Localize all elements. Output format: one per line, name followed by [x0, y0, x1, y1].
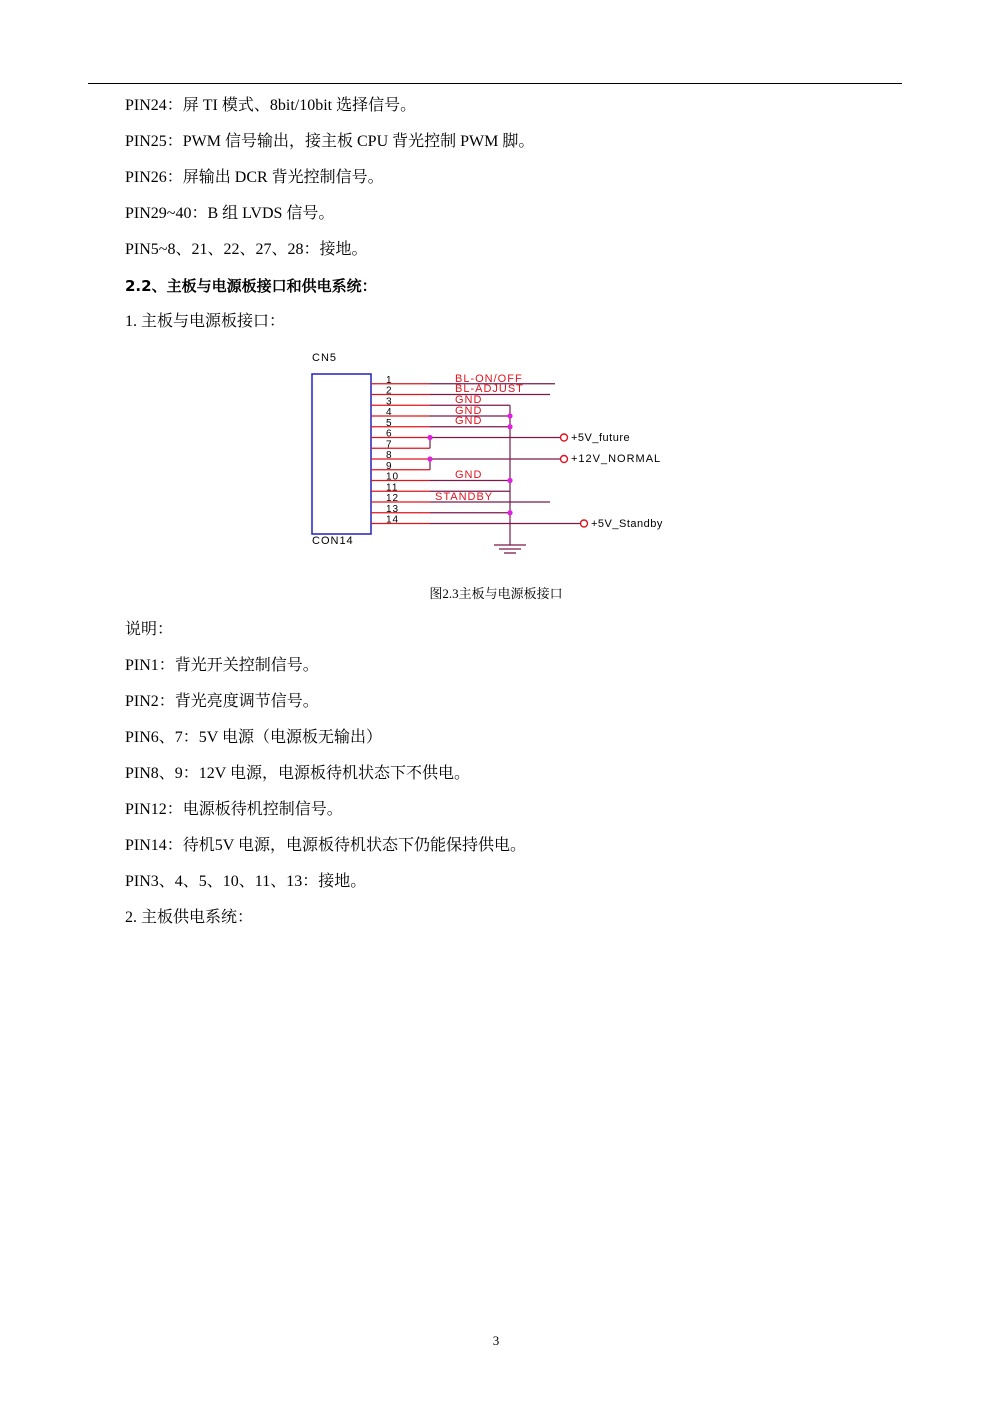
text-pin5-8: PIN5~8、21、22、27、28：接地。 — [125, 241, 368, 258]
text-ground-pins: PIN3、4、5、10、11、13：接地。 — [125, 873, 367, 890]
pin-number-5: 5 — [386, 417, 393, 429]
text-pin24: PIN24：屏 TI 模式、8bit/10bit 选择信号。 — [125, 97, 417, 114]
junction-dot-1 — [507, 413, 512, 418]
connector-body — [312, 374, 371, 534]
pin-number-3: 3 — [386, 396, 393, 408]
text-pin1: PIN1：背光开关控制信号。 — [125, 657, 319, 674]
text-pin29-40: PIN29~40：B 组 LVDS 信号。 — [125, 205, 335, 222]
pin-number-12: 12 — [386, 493, 400, 504]
rail-5v-standby: +5V_Standby — [591, 518, 663, 530]
connector-ref: CN5 — [312, 352, 338, 364]
pin-number-4: 4 — [386, 407, 393, 418]
rail-terminal-3 — [581, 520, 588, 527]
page-number: 3 — [492, 1333, 500, 1348]
text-pin26: PIN26：屏输出 DCR 背光控制信号。 — [125, 169, 384, 186]
rail-5v-future: +5V_future — [571, 432, 631, 444]
pin-lines — [371, 384, 430, 524]
connector-part: CON14 — [312, 535, 354, 547]
explanation-title: 说明： — [125, 621, 174, 638]
pin-number-8: 8 — [386, 450, 393, 461]
junction-dot-3 — [427, 435, 432, 440]
pin-number-13: 13 — [386, 503, 400, 515]
pin-number-14: 14 — [386, 514, 400, 526]
junction-dot-4 — [427, 456, 432, 461]
pin-number-11: 11 — [386, 482, 399, 494]
header-rule — [88, 83, 902, 84]
pin-number-6: 6 — [386, 428, 393, 440]
connector-schematic — [300, 345, 720, 560]
rail-12v-normal: +12V_NORMAL — [571, 453, 662, 465]
text-pin8-9: PIN8、9：12V 电源，电源板待机状态下不供电。 — [125, 765, 471, 782]
text-pin12: PIN12：电源板待机控制信号。 — [125, 801, 343, 818]
signal-bl-on-off: BL-ON/OFF — [455, 373, 523, 385]
rail-terminals — [561, 434, 588, 527]
rail-terminal-2 — [561, 456, 568, 463]
signal-gnd-4: GND — [455, 405, 483, 417]
signal-standby: STANDBY — [435, 491, 494, 503]
pin-number-1: 1 — [386, 374, 393, 386]
pin-number-9: 9 — [386, 460, 393, 472]
text-pin6-7: PIN6、7：5V 电源（电源板无输出） — [125, 729, 383, 746]
junction-dot-2 — [507, 424, 512, 429]
signal-gnd-10: GND — [455, 469, 483, 481]
signal-gnd-5: GND — [455, 415, 483, 427]
pin-numbers — [386, 375, 399, 526]
pin-number-2: 2 — [386, 385, 393, 397]
signal-gnd-3: GND — [455, 394, 483, 406]
pin-number-7: 7 — [386, 439, 393, 451]
text-pin2: PIN2：背光亮度调节信号。 — [125, 693, 319, 710]
figure-caption: 图2.3主板与电源板接口 — [429, 586, 563, 601]
section-heading: 2.2、主板与电源板接口和供电系统： — [125, 277, 377, 295]
signal-bl-adjust: BL-ADJUST — [455, 383, 524, 395]
subsection-2-title: 2. 主板供电系统： — [125, 909, 254, 926]
junction-dot-5 — [507, 478, 512, 483]
subsection-1-title: 1. 主板与电源板接口： — [125, 313, 286, 330]
ground-icon — [494, 545, 526, 553]
junction-dot-6 — [507, 510, 512, 515]
rail-terminal-1 — [561, 434, 568, 441]
text-pin14: PIN14：待机5V 电源，电源板待机状态下仍能保持供电。 — [125, 837, 527, 854]
text-pin25: PIN25：PWM 信号输出，接主板 CPU 背光控制 PWM 脚。 — [125, 133, 535, 150]
wires — [430, 384, 582, 545]
pin-number-10: 10 — [386, 471, 400, 483]
